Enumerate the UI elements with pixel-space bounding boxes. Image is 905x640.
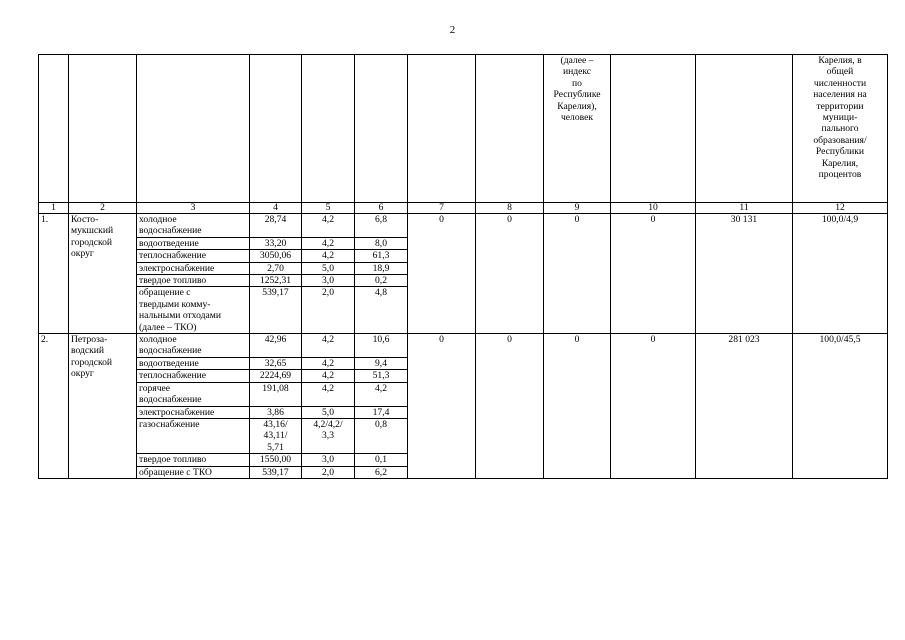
municipality-name: Петроза- водский городской округ <box>69 334 137 479</box>
header-cell-index: (далее – индекс по Республике Карелия), человек <box>544 55 611 203</box>
service-name: теплоснабжение <box>137 250 250 262</box>
column-number: 9 <box>544 203 611 214</box>
tariff-value: 191,08 <box>250 382 302 406</box>
header-cell <box>476 55 544 203</box>
column-number: 5 <box>302 203 355 214</box>
growth-index: 4,2 <box>302 214 355 238</box>
header-cell <box>355 55 408 203</box>
growth-index: 4,2/4,2/ 3,3 <box>302 418 355 453</box>
service-name: холодное водоснабжение <box>137 214 250 238</box>
tariff-value: 33,20 <box>250 237 302 249</box>
column-number: 2 <box>69 203 137 214</box>
header-cell <box>137 55 250 203</box>
population-value: 281 023 <box>696 334 793 479</box>
service-name: газоснабжение <box>137 418 250 453</box>
growth-index: 4,2 <box>302 370 355 382</box>
tariff-value: 2224,69 <box>250 370 302 382</box>
tariff-value: 1252,31 <box>250 275 302 287</box>
header-cell <box>39 55 69 203</box>
municipality-name: Косто- мукшский городской округ <box>69 214 137 334</box>
tariff-value: 3,86 <box>250 406 302 418</box>
share-value: 4,8 <box>355 287 408 334</box>
growth-index: 5,0 <box>302 262 355 274</box>
col8-value: 0 <box>476 334 544 479</box>
column-number: 11 <box>696 203 793 214</box>
service-name: водоотведение <box>137 357 250 369</box>
share-value: 0,8 <box>355 418 408 453</box>
growth-index: 3,0 <box>302 275 355 287</box>
column-number: 1 <box>39 203 69 214</box>
share-value: 0,1 <box>355 454 408 466</box>
page-number: 2 <box>449 24 456 36</box>
tariff-value: 3050,06 <box>250 250 302 262</box>
service-name: обращение с ТКО <box>137 466 250 478</box>
share-value: 17,4 <box>355 406 408 418</box>
header-cell <box>611 55 696 203</box>
header-cell-share: Карелия, в общей численности населения на территории муници- пального образования/ Республики Карелия, процентов <box>793 55 888 203</box>
service-name: теплоснабжение <box>137 370 250 382</box>
share-value: 4,2 <box>355 382 408 406</box>
header-cell <box>250 55 302 203</box>
col8-value: 0 <box>476 214 544 334</box>
growth-index: 5,0 <box>302 406 355 418</box>
row-number: 1. <box>39 214 69 334</box>
tariff-value: 2,70 <box>250 262 302 274</box>
service-name: водоотведение <box>137 237 250 249</box>
service-row <box>39 334 888 358</box>
share-value: 8,0 <box>355 237 408 249</box>
header-cell <box>696 55 793 203</box>
share-value: 0,2 <box>355 275 408 287</box>
growth-index: 4,2 <box>302 237 355 249</box>
tariff-value: 1550,00 <box>250 454 302 466</box>
growth-index: 4,2 <box>302 334 355 358</box>
share-value: 10,6 <box>355 334 408 358</box>
service-name: холодное водоснабжение <box>137 334 250 358</box>
share-value: 18,9 <box>355 262 408 274</box>
share-value: 9,4 <box>355 357 408 369</box>
service-row <box>39 214 888 238</box>
growth-index: 2,0 <box>302 287 355 334</box>
share-value: 51,3 <box>355 370 408 382</box>
col10-value: 0 <box>611 214 696 334</box>
service-name: электроснабжение <box>137 406 250 418</box>
col10-value: 0 <box>611 334 696 479</box>
column-number-row <box>39 203 888 214</box>
growth-index: 3,0 <box>302 454 355 466</box>
service-name: обращение с твердыми комму- нальными отходами (далее – ТКО) <box>137 287 250 334</box>
population-value: 30 131 <box>696 214 793 334</box>
column-number: 12 <box>793 203 888 214</box>
column-number: 4 <box>250 203 302 214</box>
tariff-table <box>38 54 888 479</box>
service-name: твердое топливо <box>137 275 250 287</box>
header-cell <box>408 55 476 203</box>
growth-index: 4,2 <box>302 250 355 262</box>
header-cell <box>69 55 137 203</box>
col9-value: 0 <box>544 334 611 479</box>
tariff-value: 42,96 <box>250 334 302 358</box>
column-number: 8 <box>476 203 544 214</box>
growth-index: 4,2 <box>302 382 355 406</box>
service-name: горячее водоснабжение <box>137 382 250 406</box>
growth-index: 2,0 <box>302 466 355 478</box>
growth-index: 4,2 <box>302 357 355 369</box>
share-value: 6,2 <box>355 466 408 478</box>
column-number: 6 <box>355 203 408 214</box>
col9-value: 0 <box>544 214 611 334</box>
tariff-value: 539,17 <box>250 466 302 478</box>
column-number: 7 <box>408 203 476 214</box>
row-number: 2. <box>39 334 69 479</box>
service-name: электроснабжение <box>137 262 250 274</box>
tariff-value: 43,16/ 43,11/ 5,71 <box>250 418 302 453</box>
tariff-value: 28,74 <box>250 214 302 238</box>
header-cell <box>302 55 355 203</box>
col7-value: 0 <box>408 214 476 334</box>
column-number: 3 <box>137 203 250 214</box>
share-value: 61,3 <box>355 250 408 262</box>
population-share: 100,0/4,9 <box>793 214 888 334</box>
population-share: 100,0/45,5 <box>793 334 888 479</box>
share-value: 6,8 <box>355 214 408 238</box>
col7-value: 0 <box>408 334 476 479</box>
service-name: твердое топливо <box>137 454 250 466</box>
tariff-value: 539,17 <box>250 287 302 334</box>
header-row <box>39 55 888 203</box>
column-number: 10 <box>611 203 696 214</box>
tariff-value: 32,65 <box>250 357 302 369</box>
